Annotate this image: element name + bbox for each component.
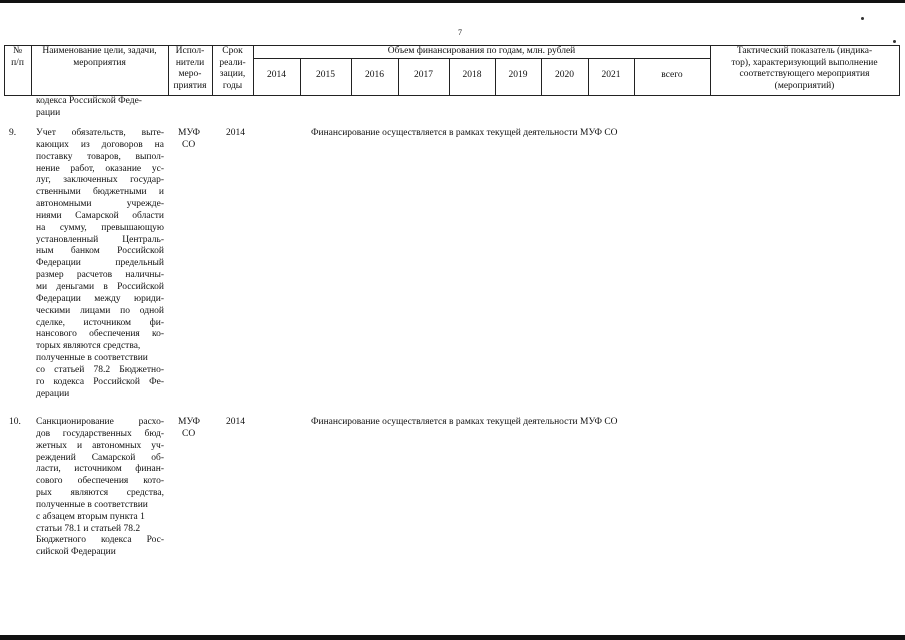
scan-speck (893, 40, 896, 43)
row-year: 2014 (226, 128, 245, 138)
row-executor: МУФ СО (178, 128, 200, 150)
header-name: Наименование цели, задачи, мероприятия (42, 46, 157, 68)
header-year: 2019 (508, 70, 528, 80)
row-financing: Финансирование осуществляется в рамках текущей деятельности МУФ СО (311, 417, 618, 427)
row-executor: МУФ СО (178, 417, 200, 439)
header-year: 2017 (414, 70, 433, 80)
header-year: 2014 (267, 70, 286, 80)
row-year: 2014 (226, 417, 245, 427)
page-number: 7 (458, 28, 462, 37)
row-number: 10. (9, 417, 21, 427)
header-year: 2016 (365, 70, 384, 80)
financing-sub-rule (253, 58, 710, 59)
col-rule (899, 45, 900, 95)
row-number: 9. (9, 128, 17, 138)
scan-speck (861, 17, 864, 20)
header-year: 2018 (462, 70, 482, 80)
scan-edge-top (0, 0, 905, 3)
header-year: 2020 (555, 70, 574, 80)
header-year: 2015 (316, 70, 335, 80)
header-financing-title: Объем финансирования по годам, млн. рублей (387, 46, 576, 56)
row-financing: Финансирование осуществляется в рамках текущей деятельности МУФ СО (311, 128, 618, 138)
scan-edge-bottom (0, 635, 905, 640)
header-number: № п/п (11, 46, 24, 68)
row-name: Санкционирование расхо- дов государственных бюд- жетных и автономных уч- реждений Самарской об- ласти, источником финан- сового обеспечения кото- рых являются средства, полученные в соответствии с абзацем вторым пункта 1 статьи 78.1 и статьей 78.2 Бюджетного кодекса Рос- сийской Федерации (36, 417, 164, 558)
row-name: Учет обязательств, выте- кающих из договоров на поставку товаров, выпол- нение работ, оказание ус- луг, заключенных государ- ственными бюджетными и автономными учрежде- ниями Самарской области на сумму, превышающую установленный Централь- ным банком Российской Федерации предельный размер расчетов наличны- ми деньгами в Российской Федерации между юриди- ческими лицами по одной сделке, источником фи- нансового обеспечения ко- торых являются средства, полученные в соответствии со статьей 78.2 Бюджетно- го кодекса Российской Фе- дерации (36, 128, 164, 399)
header-term: Срок реали- зации, годы (219, 46, 246, 91)
header-year: 2021 (601, 70, 621, 80)
continuation-text: кодекса Российской Феде- рации (36, 96, 142, 118)
header-executors: Испол- нители меро- приятия (173, 46, 207, 91)
header-indicator: Тактический показатель (индика- тор), характеризующий выполнение соответствующего мероприятия (мероприятий) (731, 46, 878, 91)
header-total: всего (661, 70, 683, 80)
